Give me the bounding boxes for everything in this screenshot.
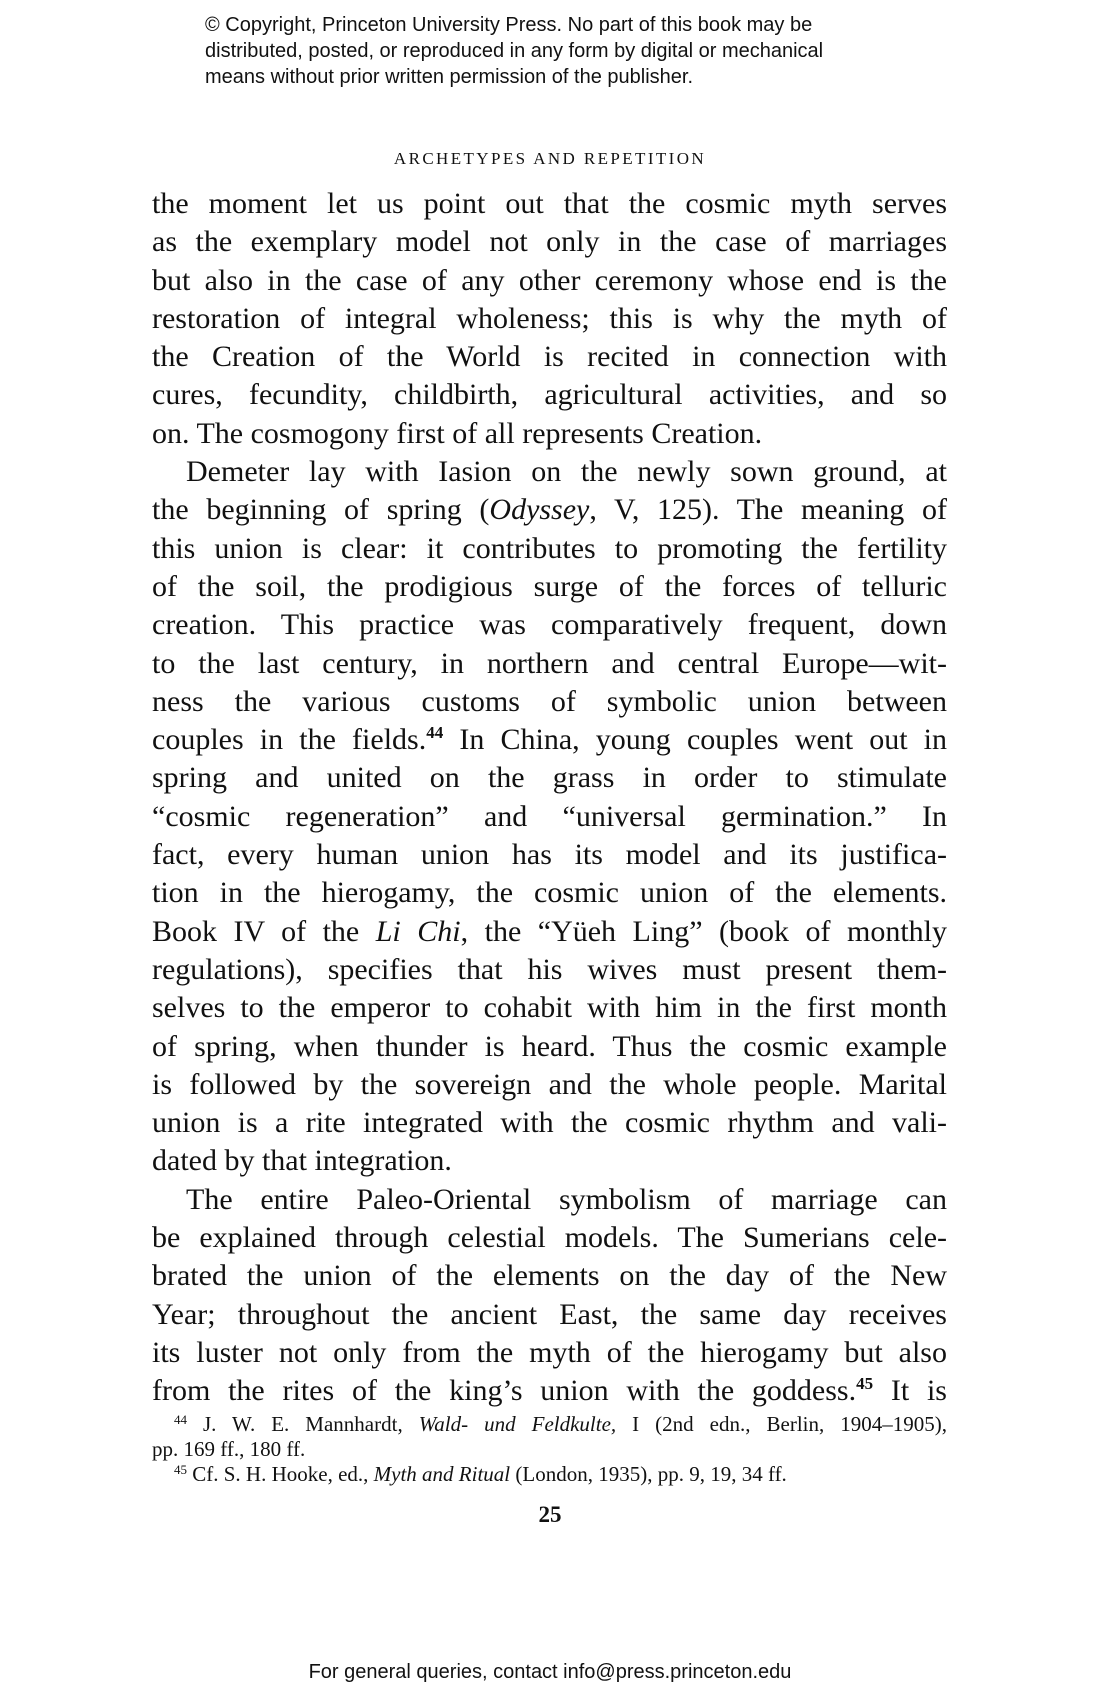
italic-title: Li Chi	[375, 914, 461, 948]
italic-title: Myth and Ritual	[373, 1462, 511, 1486]
text-line: but also in the case of any other ceremony whose end is the	[152, 263, 947, 297]
text-line: selves to the emperor to cohabit with him in the first month	[152, 991, 947, 1025]
footnote-reference: 44	[426, 723, 444, 743]
text-line: “cosmic regeneration” and “universal germination.” In	[152, 799, 947, 833]
footnote-45	[152, 1462, 947, 1487]
text-line	[152, 491, 947, 529]
text-line: brated the union of the elements on the day of the New	[152, 1259, 947, 1293]
text-line: fact, every human union has its model and its justifica-	[152, 838, 947, 872]
footnote-44-continued: pp. 169 ff., 180 ff.	[152, 1437, 306, 1461]
footnote-number: 45	[174, 1462, 187, 1477]
text-line: dated by that integration.	[152, 1144, 452, 1178]
text-line: the Creation of the World is recited in connection with	[152, 340, 947, 374]
italic-title: Wald- und Feldkulte,	[418, 1412, 617, 1436]
text-segment: In China, young couples went out in	[443, 723, 948, 757]
paragraph	[152, 453, 947, 1181]
body-text	[152, 185, 947, 1411]
text-segment: J. W. E. Mannhardt,	[187, 1412, 419, 1436]
text-line: on. The cosmogony first of all represents Creation.	[152, 416, 763, 450]
text-segment: couples in the fields.	[152, 723, 427, 757]
text-line: is followed by the sovereign and the whole people. Marital	[152, 1067, 947, 1101]
copyright-line: means without prior written permission of the publisher.	[205, 66, 694, 88]
text-segment: It is	[873, 1374, 947, 1408]
text-segment: the beginning of spring (	[152, 493, 490, 527]
text-line: ness the various customs of symbolic union between	[152, 684, 947, 718]
running-head: ARCHETYPES AND REPETITION	[393, 149, 707, 168]
copyright-line: distributed, posted, or reproduced in any form by digital or mechanical	[205, 40, 824, 62]
paragraph	[152, 1181, 947, 1411]
text-segment: Book IV of the	[152, 914, 376, 948]
text-line	[152, 721, 947, 759]
footnote-reference: 45	[856, 1374, 874, 1394]
text-line: be explained through celestial models. The Sumerians cele-	[152, 1221, 947, 1255]
text-line: of the soil, the prodigious surge of the forces of telluric	[152, 569, 947, 603]
page-number: 25	[538, 1502, 562, 1527]
copyright-line: © Copyright, Princeton University Press. No part of this book may be	[205, 14, 813, 36]
text-segment: from the rites of the king’s union with the goddess.	[152, 1374, 857, 1408]
text-line	[152, 1372, 947, 1410]
text-segment: , V, 125). The meaning of	[589, 493, 947, 527]
text-line: regulations), specifies that his wives must present them-	[152, 952, 947, 986]
footnotes	[152, 1412, 947, 1487]
text-line: this union is clear: it contributes to promoting the fertility	[152, 531, 947, 565]
text-line: as the exemplary model not only in the case of marriages	[152, 225, 947, 259]
text-segment: (London, 1935), pp. 9, 19, 34 ff.	[510, 1462, 787, 1486]
text-line: its luster not only from the myth of the hierogamy but also	[152, 1335, 947, 1369]
paragraph	[152, 185, 947, 453]
text-line: The entire Paleo-Oriental symbolism of marriage can	[186, 1182, 947, 1216]
contact-line: For general queries, contact info@press.princeton.edu	[308, 1661, 792, 1683]
text-line: restoration of integral wholeness; this is why the myth of	[152, 301, 947, 335]
text-line: creation. This practice was comparatively frequent, down	[152, 608, 947, 642]
footnote-44	[152, 1412, 947, 1437]
text-line: Year; throughout the ancient East, the same day receives	[152, 1297, 947, 1331]
copyright-notice	[205, 12, 965, 90]
text-line: the moment let us point out that the cosmic myth serves	[152, 187, 947, 220]
footnote-number: 44	[174, 1412, 187, 1427]
text-line: tion in the hierogamy, the cosmic union of the elements.	[152, 876, 947, 910]
text-line: of spring, when thunder is heard. Thus the cosmic example	[152, 1029, 947, 1063]
text-line: spring and united on the grass in order to stimulate	[152, 761, 947, 795]
text-line: cures, fecundity, childbirth, agricultural activities, and so	[152, 378, 947, 412]
text-segment: Cf. S. H. Hooke, ed.,	[187, 1462, 374, 1486]
text-line: union is a rite integrated with the cosmic rhythm and vali-	[152, 1106, 947, 1140]
italic-title: Odyssey	[489, 493, 590, 527]
text-line	[152, 913, 947, 951]
text-line: Demeter lay with Iasion on the newly sown ground, at	[186, 455, 947, 489]
text-segment: , the “Yüeh Ling” (book of monthly	[460, 914, 947, 948]
text-line: to the last century, in northern and central Europe—wit-	[152, 646, 947, 680]
text-segment: I (2nd edn., Berlin, 1904–1905),	[616, 1412, 948, 1436]
